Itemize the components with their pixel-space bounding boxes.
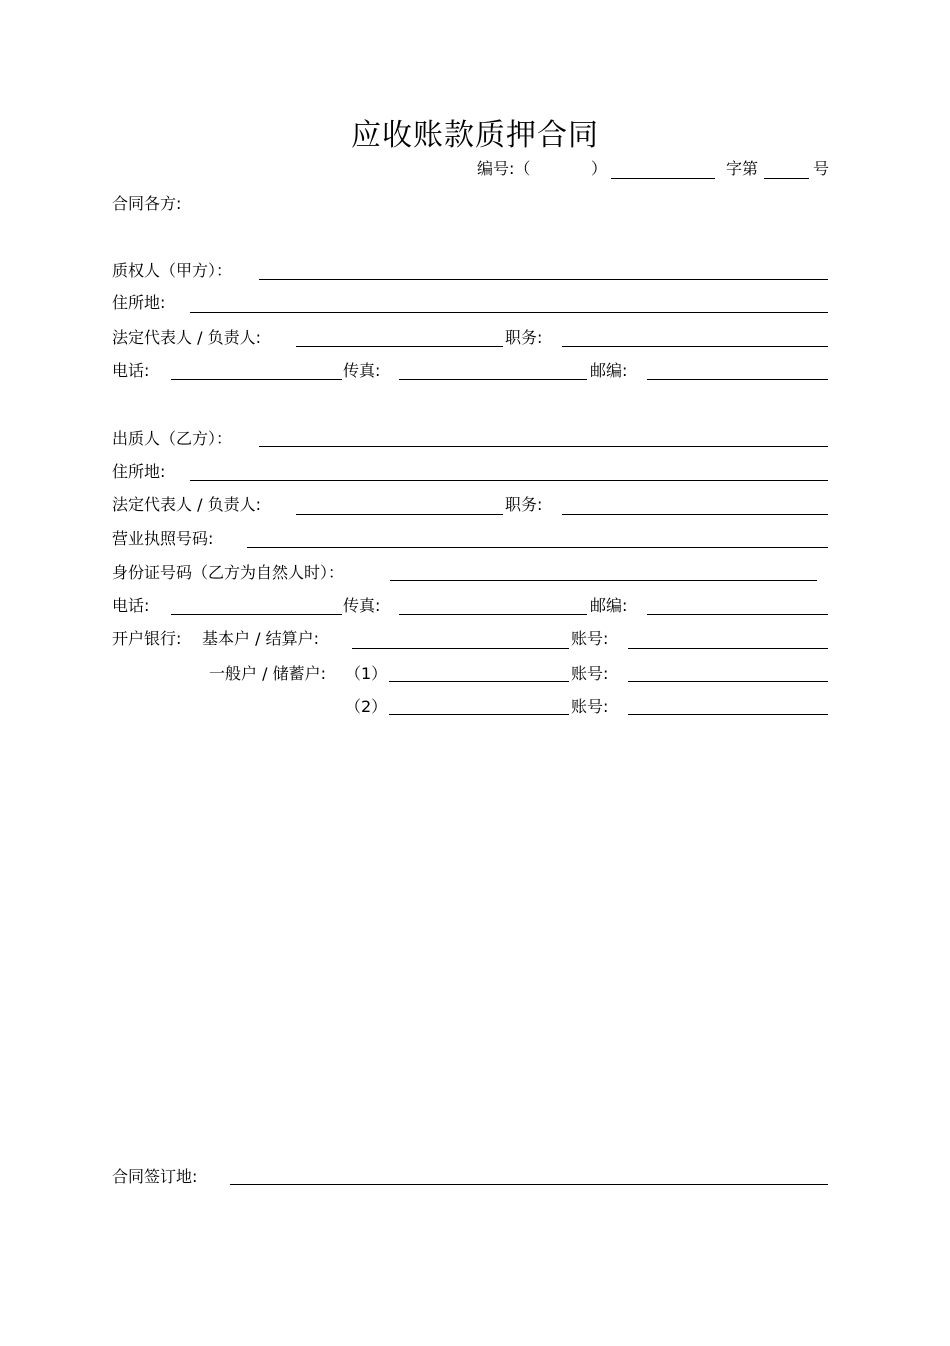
pledgor-position-field[interactable]	[562, 514, 828, 515]
signing-place-field[interactable]	[230, 1184, 828, 1185]
pledgor-position-label: 职务:	[505, 495, 543, 514]
pledgee-phone-field[interactable]	[171, 379, 342, 380]
general-account-1-number-field[interactable]	[628, 681, 828, 682]
basic-account-number-label: 账号:	[571, 629, 609, 648]
pledgor-phone-field[interactable]	[171, 614, 342, 615]
pledgor-rep-label: 法定代表人 / 负责人:	[112, 495, 261, 514]
basic-account-label: 基本户 / 结算户:	[202, 629, 319, 648]
pledgee-phone-label: 电话:	[112, 361, 150, 380]
pledgor-bank-label: 开户银行:	[112, 629, 182, 648]
general-account-2-bank-field[interactable]	[389, 714, 569, 715]
general-account-item-2: （2）	[345, 697, 388, 716]
number-sequence-field[interactable]	[764, 178, 809, 179]
basic-account-bank-field[interactable]	[352, 648, 569, 649]
pledgee-fax-field[interactable]	[399, 379, 587, 380]
general-account-2-number-label: 账号:	[571, 697, 609, 716]
general-account-label: 一般户 / 储蓄户:	[209, 664, 326, 683]
pledgee-fax-label: 传真:	[343, 361, 381, 380]
pledgor-license-field[interactable]	[247, 547, 828, 548]
pledgor-address-field[interactable]	[190, 480, 828, 481]
zi-di-label: 字第	[726, 159, 759, 178]
pledgor-name-field[interactable]	[259, 446, 828, 447]
pledgor-name-label: 出质人（乙方）：	[112, 429, 233, 448]
pledgor-fax-label: 传真:	[343, 596, 381, 615]
pledgor-id-field[interactable]	[390, 580, 817, 581]
number-paren-close: ）	[591, 159, 608, 178]
pledgor-fax-field[interactable]	[399, 614, 587, 615]
pledgor-phone-label: 电话:	[112, 596, 150, 615]
pledgor-license-label: 营业执照号码:	[112, 529, 214, 548]
pledgee-rep-label: 法定代表人 / 负责人:	[112, 328, 261, 347]
number-prefix-field[interactable]	[611, 178, 715, 179]
general-account-item-1: （1）	[345, 664, 388, 683]
pledgee-position-field[interactable]	[562, 346, 828, 347]
pledgee-name-field[interactable]	[259, 279, 828, 280]
pledgor-id-label: 身份证号码（乙方为自然人时）：	[112, 563, 345, 582]
pledgee-rep-field[interactable]	[296, 346, 503, 347]
pledgee-address-label: 住所地:	[112, 293, 166, 312]
pledgor-rep-field[interactable]	[296, 514, 503, 515]
pledgee-position-label: 职务:	[505, 328, 543, 347]
hao-label: 号	[813, 159, 830, 178]
document-title: 应收账款质押合同	[351, 118, 599, 153]
general-account-1-bank-field[interactable]	[389, 681, 569, 682]
pledgee-address-field[interactable]	[190, 312, 828, 313]
general-account-2-number-field[interactable]	[628, 714, 828, 715]
pledgee-postcode-field[interactable]	[647, 379, 828, 380]
pledgee-name-label: 质权人（甲方）：	[112, 261, 233, 280]
basic-account-number-field[interactable]	[628, 648, 828, 649]
pledgee-postcode-label: 邮编:	[590, 361, 628, 380]
general-account-1-number-label: 账号:	[571, 664, 609, 683]
number-label: 编号:（	[477, 159, 531, 178]
parties-heading: 合同各方:	[112, 194, 182, 213]
pledgor-address-label: 住所地:	[112, 462, 166, 481]
signing-place-label: 合同签订地:	[112, 1167, 198, 1186]
pledgor-postcode-field[interactable]	[647, 614, 828, 615]
pledgor-postcode-label: 邮编:	[590, 596, 628, 615]
